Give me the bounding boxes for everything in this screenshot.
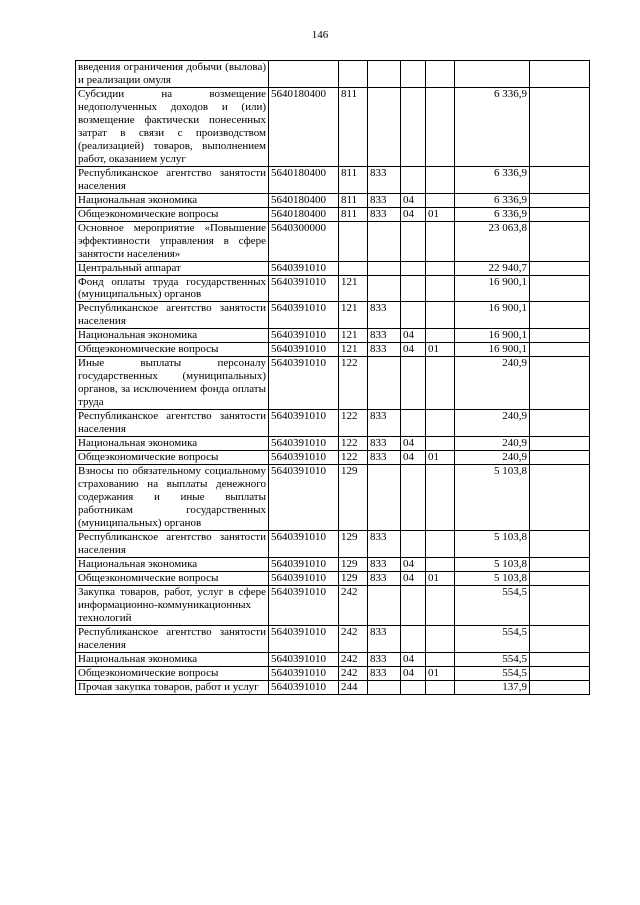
subsection-cell [426, 87, 455, 166]
subsection-cell [426, 652, 455, 666]
row-name-cell: Общеэкономические вопросы [76, 343, 269, 357]
row-name-cell: Общеэкономические вопросы [76, 451, 269, 465]
amount-cell: 5 103,8 [455, 557, 530, 571]
section-cell [401, 261, 426, 275]
expense-type-cell: 122 [339, 451, 368, 465]
expense-type-cell: 121 [339, 343, 368, 357]
target-article-cell: 5640391010 [269, 275, 339, 302]
amount-cell: 23 063,8 [455, 221, 530, 261]
page-number: 146 [311, 29, 329, 41]
target-article-cell [269, 61, 339, 88]
table-row [76, 585, 590, 625]
administrator-cell [368, 87, 401, 166]
row-name-cell: Прочая закупка товаров, работ и услуг [76, 680, 269, 694]
target-article-cell: 5640391010 [269, 329, 339, 343]
row-name-cell: введения ограничения добычи (вылова) и реализации омуля [76, 61, 269, 88]
amount-cell: 240,9 [455, 437, 530, 451]
row-name-cell: Республиканское агентство занятости населения [76, 166, 269, 193]
expense-type-cell: 121 [339, 302, 368, 329]
table-row [76, 329, 590, 343]
amount-cell: 554,5 [455, 652, 530, 666]
table-row [76, 530, 590, 557]
table-row [76, 437, 590, 451]
amount-cell: 5 103,8 [455, 530, 530, 557]
administrator-cell: 833 [368, 625, 401, 652]
table-body [76, 61, 590, 695]
table-row [76, 451, 590, 465]
target-article-cell: 5640391010 [269, 357, 339, 410]
table-row [76, 207, 590, 221]
administrator-cell: 833 [368, 302, 401, 329]
table-row [76, 302, 590, 329]
administrator-cell [368, 261, 401, 275]
extra-cell [530, 275, 590, 302]
administrator-cell: 833 [368, 437, 401, 451]
extra-cell [530, 357, 590, 410]
expense-type-cell: 129 [339, 571, 368, 585]
administrator-cell: 833 [368, 166, 401, 193]
target-article-cell: 5640180400 [269, 207, 339, 221]
section-cell [401, 302, 426, 329]
amount-cell: 22 940,7 [455, 261, 530, 275]
amount-cell: 240,9 [455, 357, 530, 410]
table-row [76, 625, 590, 652]
section-cell: 04 [401, 343, 426, 357]
administrator-cell: 833 [368, 557, 401, 571]
extra-cell [530, 61, 590, 88]
administrator-cell [368, 465, 401, 531]
section-cell [401, 465, 426, 531]
target-article-cell: 5640391010 [269, 410, 339, 437]
subsection-cell [426, 193, 455, 207]
subsection-cell [426, 261, 455, 275]
section-cell [401, 61, 426, 88]
extra-cell [530, 166, 590, 193]
administrator-cell: 833 [368, 451, 401, 465]
administrator-cell [368, 680, 401, 694]
extra-cell [530, 652, 590, 666]
section-cell: 04 [401, 437, 426, 451]
section-cell: 04 [401, 329, 426, 343]
target-article-cell: 5640391010 [269, 680, 339, 694]
extra-cell [530, 557, 590, 571]
administrator-cell: 833 [368, 410, 401, 437]
extra-cell [530, 530, 590, 557]
expense-type-cell: 811 [339, 193, 368, 207]
extra-cell [530, 585, 590, 625]
expense-type-cell [339, 261, 368, 275]
amount-cell: 5 103,8 [455, 465, 530, 531]
section-cell [401, 680, 426, 694]
subsection-cell [426, 585, 455, 625]
amount-cell: 6 336,9 [455, 193, 530, 207]
target-article-cell: 5640300000 [269, 221, 339, 261]
expense-type-cell: 122 [339, 357, 368, 410]
extra-cell [530, 87, 590, 166]
subsection-cell [426, 530, 455, 557]
expense-type-cell: 242 [339, 666, 368, 680]
subsection-cell [426, 357, 455, 410]
subsection-cell [426, 410, 455, 437]
target-article-cell: 5640391010 [269, 261, 339, 275]
target-article-cell: 5640391010 [269, 451, 339, 465]
row-name-cell: Основное мероприятие «Повышение эффективности управления в сфере занятости населения» [76, 221, 269, 261]
administrator-cell: 833 [368, 530, 401, 557]
extra-cell [530, 302, 590, 329]
table-row [76, 166, 590, 193]
administrator-cell [368, 275, 401, 302]
section-cell: 04 [401, 557, 426, 571]
row-name-cell: Национальная экономика [76, 437, 269, 451]
section-cell [401, 87, 426, 166]
administrator-cell: 833 [368, 666, 401, 680]
amount-cell: 240,9 [455, 451, 530, 465]
extra-cell [530, 329, 590, 343]
administrator-cell [368, 585, 401, 625]
row-name-cell: Республиканское агентство занятости населения [76, 625, 269, 652]
expense-type-cell [339, 61, 368, 88]
row-name-cell: Национальная экономика [76, 193, 269, 207]
section-cell [401, 530, 426, 557]
row-name-cell: Центральный аппарат [76, 261, 269, 275]
target-article-cell: 5640391010 [269, 625, 339, 652]
expense-type-cell: 242 [339, 625, 368, 652]
expense-type-cell: 129 [339, 465, 368, 531]
row-name-cell: Фонд оплаты труда государственных (муниципальных) органов [76, 275, 269, 302]
section-cell [401, 357, 426, 410]
section-cell: 04 [401, 652, 426, 666]
administrator-cell: 833 [368, 652, 401, 666]
table-row [76, 261, 590, 275]
subsection-cell [426, 275, 455, 302]
table-row [76, 61, 590, 88]
table-row [76, 343, 590, 357]
table-row [76, 87, 590, 166]
subsection-cell [426, 221, 455, 261]
subsection-cell: 01 [426, 343, 455, 357]
target-article-cell: 5640391010 [269, 557, 339, 571]
expense-type-cell: 129 [339, 557, 368, 571]
row-name-cell: Закупка товаров, работ, услуг в сфере информационно-коммуникационных технологий [76, 585, 269, 625]
expense-type-cell [339, 221, 368, 261]
target-article-cell: 5640391010 [269, 437, 339, 451]
table-row [76, 193, 590, 207]
subsection-cell [426, 166, 455, 193]
expense-type-cell: 242 [339, 585, 368, 625]
amount-cell: 6 336,9 [455, 166, 530, 193]
administrator-cell: 833 [368, 193, 401, 207]
expense-type-cell: 811 [339, 87, 368, 166]
amount-cell: 16 900,1 [455, 343, 530, 357]
row-name-cell: Национальная экономика [76, 652, 269, 666]
table-row [76, 571, 590, 585]
table-row [76, 652, 590, 666]
subsection-cell: 01 [426, 571, 455, 585]
administrator-cell [368, 357, 401, 410]
amount-cell: 6 336,9 [455, 87, 530, 166]
expense-type-cell: 121 [339, 329, 368, 343]
expense-type-cell: 811 [339, 166, 368, 193]
row-name-cell: Республиканское агентство занятости населения [76, 302, 269, 329]
target-article-cell: 5640391010 [269, 571, 339, 585]
section-cell [401, 166, 426, 193]
subsection-cell [426, 329, 455, 343]
extra-cell [530, 571, 590, 585]
row-name-cell: Иные выплаты персоналу государственных (муниципальных) органов, за исключением фонда оплаты труда [76, 357, 269, 410]
amount-cell: 5 103,8 [455, 571, 530, 585]
extra-cell [530, 451, 590, 465]
extra-cell [530, 666, 590, 680]
table-row [76, 357, 590, 410]
extra-cell [530, 193, 590, 207]
row-name-cell: Общеэкономические вопросы [76, 207, 269, 221]
section-cell: 04 [401, 571, 426, 585]
row-name-cell: Национальная экономика [76, 329, 269, 343]
expense-type-cell: 122 [339, 410, 368, 437]
row-name-cell: Взносы по обязательному социальному страхованию на выплаты денежного содержания и иные выплаты работникам государственных (муниципальных) органов [76, 465, 269, 531]
table-row [76, 557, 590, 571]
amount-cell [455, 61, 530, 88]
target-article-cell: 5640180400 [269, 166, 339, 193]
expense-type-cell: 244 [339, 680, 368, 694]
section-cell: 04 [401, 451, 426, 465]
subsection-cell [426, 465, 455, 531]
amount-cell: 6 336,9 [455, 207, 530, 221]
section-cell: 04 [401, 193, 426, 207]
subsection-cell: 01 [426, 666, 455, 680]
subsection-cell: 01 [426, 207, 455, 221]
row-name-cell: Общеэкономические вопросы [76, 571, 269, 585]
administrator-cell: 833 [368, 329, 401, 343]
target-article-cell: 5640391010 [269, 652, 339, 666]
target-article-cell: 5640391010 [269, 585, 339, 625]
expense-type-cell: 811 [339, 207, 368, 221]
table-row [76, 410, 590, 437]
table-row [76, 680, 590, 694]
section-cell: 04 [401, 666, 426, 680]
section-cell [401, 410, 426, 437]
section-cell [401, 221, 426, 261]
section-cell [401, 625, 426, 652]
extra-cell [530, 410, 590, 437]
section-cell: 04 [401, 207, 426, 221]
row-name-cell: Общеэкономические вопросы [76, 666, 269, 680]
expense-type-cell: 129 [339, 530, 368, 557]
amount-cell: 16 900,1 [455, 329, 530, 343]
table-row [76, 666, 590, 680]
amount-cell: 554,5 [455, 666, 530, 680]
amount-cell: 16 900,1 [455, 302, 530, 329]
extra-cell [530, 625, 590, 652]
administrator-cell: 833 [368, 207, 401, 221]
administrator-cell: 833 [368, 571, 401, 585]
row-name-cell: Субсидии на возмещение недополученных доходов и (или) возмещение фактически понесенных затрат в связи с производством (реализацией) товаров, выполнением работ, оказанием услуг [76, 87, 269, 166]
budget-table [75, 60, 590, 695]
subsection-cell [426, 557, 455, 571]
expense-type-cell: 121 [339, 275, 368, 302]
subsection-cell [426, 680, 455, 694]
amount-cell: 554,5 [455, 625, 530, 652]
expense-type-cell: 242 [339, 652, 368, 666]
section-cell [401, 585, 426, 625]
subsection-cell [426, 437, 455, 451]
extra-cell [530, 261, 590, 275]
table-row [76, 275, 590, 302]
target-article-cell: 5640180400 [269, 87, 339, 166]
subsection-cell: 01 [426, 451, 455, 465]
extra-cell [530, 343, 590, 357]
section-cell [401, 275, 426, 302]
row-name-cell: Республиканское агентство занятости населения [76, 410, 269, 437]
expense-type-cell: 122 [339, 437, 368, 451]
administrator-cell [368, 61, 401, 88]
administrator-cell: 833 [368, 343, 401, 357]
amount-cell: 554,5 [455, 585, 530, 625]
target-article-cell: 5640391010 [269, 465, 339, 531]
target-article-cell: 5640391010 [269, 343, 339, 357]
table-row [76, 221, 590, 261]
target-article-cell: 5640391010 [269, 530, 339, 557]
extra-cell [530, 680, 590, 694]
row-name-cell: Национальная экономика [76, 557, 269, 571]
amount-cell: 240,9 [455, 410, 530, 437]
amount-cell: 16 900,1 [455, 275, 530, 302]
target-article-cell: 5640391010 [269, 666, 339, 680]
row-name-cell: Республиканское агентство занятости населения [76, 530, 269, 557]
table-row [76, 465, 590, 531]
amount-cell: 137,9 [455, 680, 530, 694]
extra-cell [530, 207, 590, 221]
extra-cell [530, 465, 590, 531]
target-article-cell: 5640391010 [269, 302, 339, 329]
subsection-cell [426, 61, 455, 88]
subsection-cell [426, 302, 455, 329]
subsection-cell [426, 625, 455, 652]
administrator-cell [368, 221, 401, 261]
extra-cell [530, 437, 590, 451]
target-article-cell: 5640180400 [269, 193, 339, 207]
extra-cell [530, 221, 590, 261]
